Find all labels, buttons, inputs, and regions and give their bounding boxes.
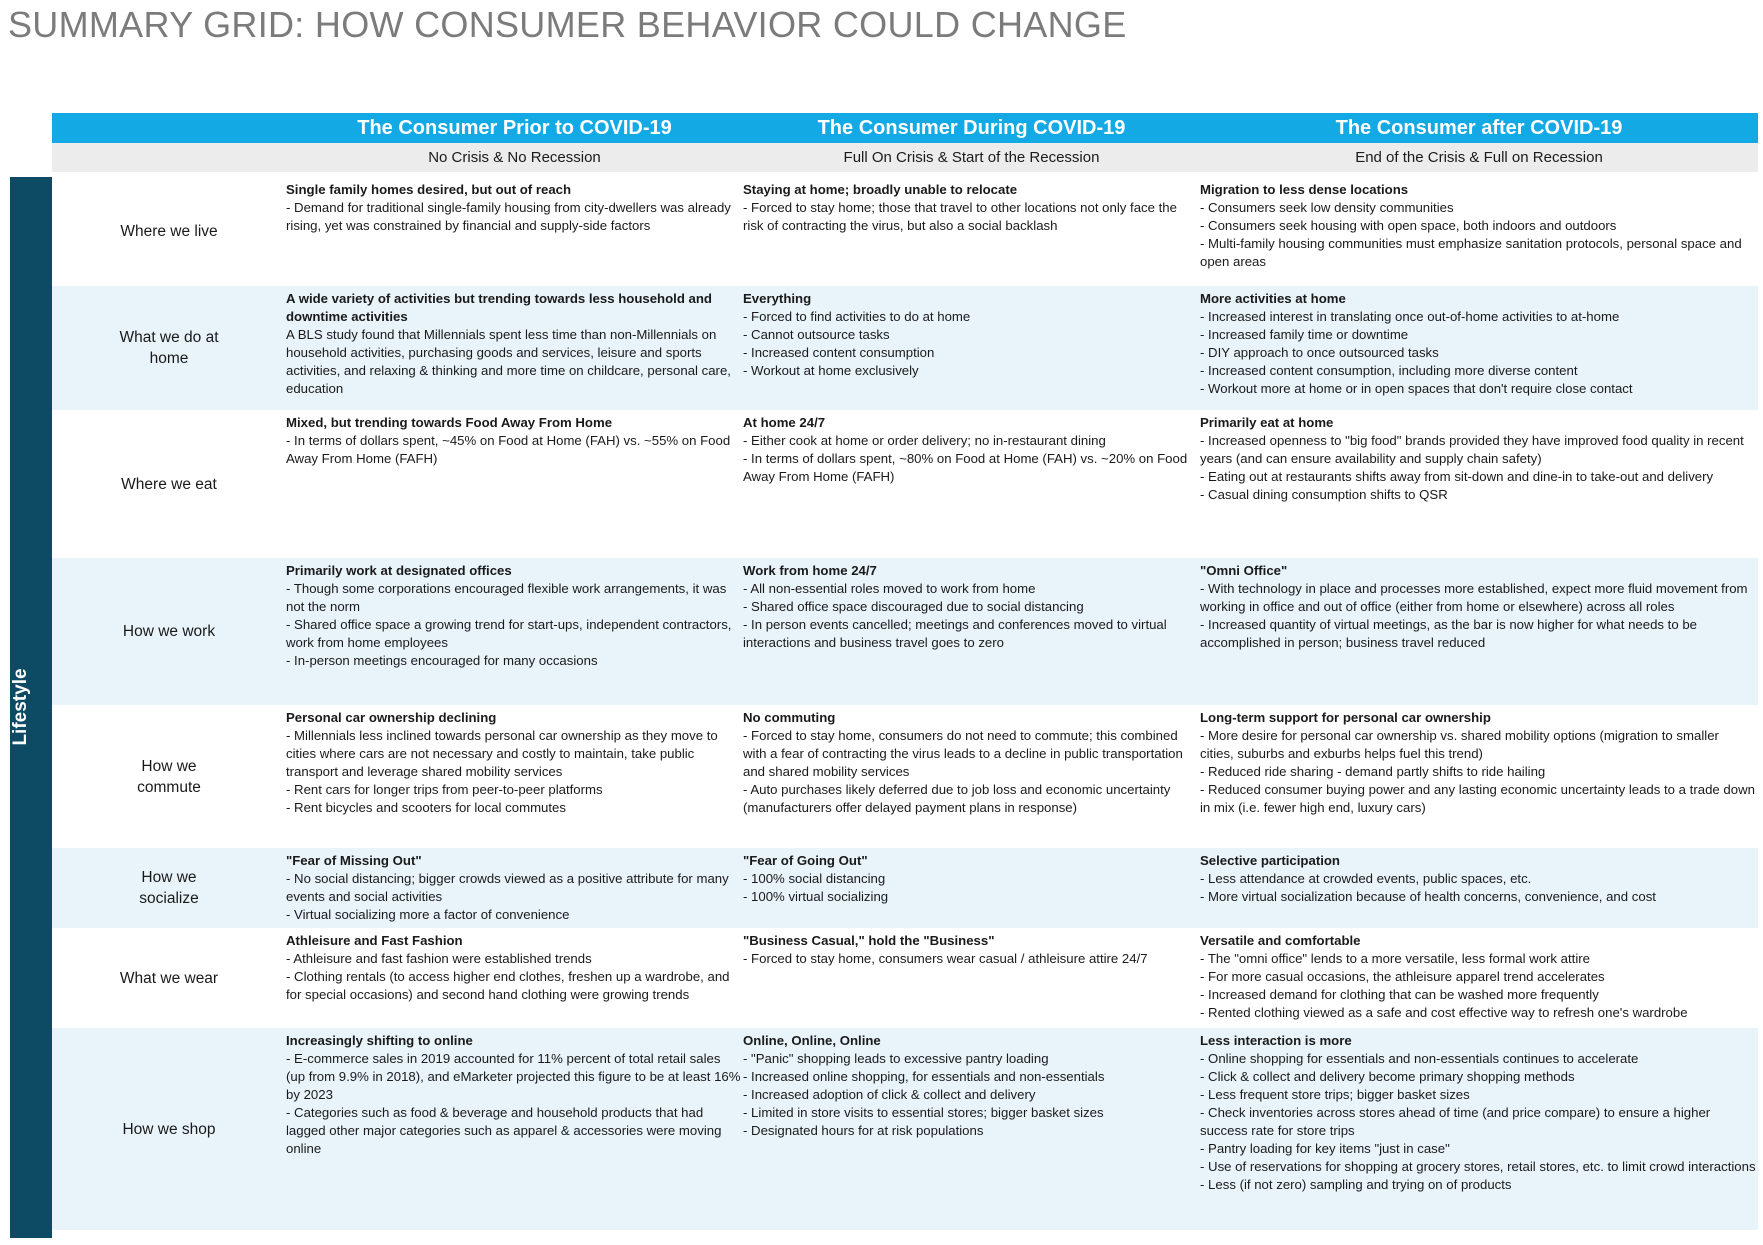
row-category (52, 290, 286, 410)
cell-line: - Eating out at restaurants shifts away from sit-down and dine-in to take-out and delivery (1200, 469, 1714, 484)
row-category-label: Where we live (120, 223, 218, 240)
cell-heading: "Fear of Missing Out" (286, 853, 422, 868)
column-subtitle-prior: No Crisis & No Recession (428, 149, 601, 166)
cell-line: - Limited in store visits to essential stores; bigger basket sizes (743, 1105, 1104, 1120)
cell-heading: A wide variety of activities but trending towards less household and downtime activities (286, 291, 712, 324)
cell-line: - Increased interest in translating once out-of-home activities to at-home (1200, 309, 1620, 324)
row-category-label: How we commute (137, 757, 201, 796)
cell-line: - Workout at home exclusively (743, 363, 919, 378)
cell-line: - Rent cars for longer trips from peer-to-peer platforms (286, 782, 603, 797)
cell-heading: "Business Casual," hold the "Business" (743, 933, 995, 948)
cell-line: - Forced to stay home; those that travel to other locations not only face the risk of contracting the virus, but also a social backlash (743, 200, 1177, 233)
grid-cell (1200, 852, 1758, 928)
cell-heading: Selective participation (1200, 853, 1340, 868)
grid-cell (286, 562, 743, 705)
cell-heading: Primarily work at designated offices (286, 563, 512, 578)
column-header-row (52, 113, 1758, 143)
row-category (52, 181, 286, 286)
cell-line: - The "omni office" lends to a more versatile, less formal work attire (1200, 951, 1590, 966)
subheader-spacer (52, 143, 286, 172)
cell-line: - "Panic" shopping leads to excessive pantry loading (743, 1051, 1049, 1066)
cell-line: - Athleisure and fast fashion were established trends (286, 951, 592, 966)
table-row (52, 410, 1758, 558)
cell-line: - Casual dining consumption shifts to QSR (1200, 487, 1448, 502)
table-row (52, 558, 1758, 705)
cell-line: - Increased quantity of virtual meetings, as the bar is now higher for what needs to be accomplished in person; business travel reduced (1200, 617, 1698, 650)
cell-heading: Personal car ownership declining (286, 710, 497, 725)
cell-line: - In terms of dollars spent, ~45% on Food at Home (FAH) vs. ~55% on Food Away From Home (FAFH) (286, 433, 731, 466)
cell-heading: Long-term support for personal car ownership (1200, 710, 1491, 725)
cell-line: - Increased content consumption (743, 345, 935, 360)
row-category-label: What we do at home (119, 329, 219, 367)
cell-line: - Workout more at home or in open spaces that don't require close contact (1200, 381, 1633, 396)
sidebar-label: Lifestyle (10, 668, 31, 746)
cell-line: - More desire for personal car ownership vs. shared mobility options (migration to smaller cities, suburbs and exburbs helps fuel this trend) (1200, 728, 1719, 761)
grid-cell (1200, 932, 1758, 1028)
cell-heading: "Fear of Going Out" (743, 853, 868, 868)
cell-line: - Rented clothing viewed as a safe and cost effective way to refresh one's wardrobe (1200, 1005, 1688, 1020)
cell-line: - Forced to find activities to do at home (743, 309, 971, 324)
grid-cell (1200, 562, 1758, 705)
cell-heading: Single family homes desired, but out of reach (286, 182, 572, 197)
cell-line: - Forced to stay home, consumers wear casual / athleisure attire 24/7 (743, 951, 1148, 966)
cell-heading: Migration to less dense locations (1200, 182, 1409, 197)
cell-heading: No commuting (743, 710, 836, 725)
cell-line: - E-commerce sales in 2019 accounted for 11% percent of total retail sales (up from 9.9% in 2018), and eMarketer projected this figure to be at least 16% by 2023 (286, 1051, 741, 1102)
column-subtitle-during: Full On Crisis & Start of the Recession (843, 149, 1100, 166)
grid-cell (286, 414, 743, 558)
cell-line: - In terms of dollars spent, ~80% on Food at Home (FAH) vs. ~20% on Food Away From Home (FAFH) (743, 451, 1188, 484)
grid-cell (286, 290, 743, 410)
row-category (52, 932, 286, 1028)
cell-line: - Categories such as food & beverage and household products that had lagged other major categories such as apparel & accessories were moving online (286, 1105, 722, 1156)
cell-line: - Shared office space a growing trend for start-ups, independent contractors, work from home employees (286, 617, 732, 650)
grid-cell (286, 852, 743, 928)
cell-line: - Reduced ride sharing - demand partly shifts to ride hailing (1200, 764, 1546, 779)
table-row (52, 928, 1758, 1028)
column-subtitle-after: End of the Crisis & Full on Recession (1355, 149, 1603, 166)
summary-grid (52, 113, 1758, 1230)
grid-rows (52, 177, 1758, 1230)
cell-heading: Athleisure and Fast Fashion (286, 933, 463, 948)
row-category-label: What we wear (119, 969, 219, 987)
grid-cell (1200, 290, 1758, 410)
cell-line: - Demand for traditional single-family housing from city-dwellers was already rising, yet was constrained by financial and supply-side factors (286, 200, 731, 233)
cell-heading: Staying at home; broadly unable to relocate (743, 182, 1018, 197)
table-row (52, 1028, 1758, 1230)
cell-line: - Though some corporations encouraged flexible work arrangements, it was not the norm (286, 581, 727, 614)
grid-cell (743, 709, 1200, 848)
cell-line: - Increased adoption of click & collect and delivery (743, 1087, 1036, 1102)
row-category-label: How we shop (122, 1120, 216, 1138)
grid-cell (743, 1032, 1200, 1230)
cell-line: - 100% virtual socializing (743, 889, 889, 904)
cell-line: - Increased content consumption, including more diverse content (1200, 363, 1578, 378)
cell-line: - Increased family time or downtime (1200, 327, 1409, 342)
cell-line: - Check inventories across stores ahead of time (and price compare) to ensure a higher success rate for store trips (1200, 1105, 1711, 1138)
cell-line: - Less attendance at crowded events, public spaces, etc. (1200, 871, 1532, 886)
cell-heading: At home 24/7 (743, 415, 826, 430)
table-row (52, 177, 1758, 286)
cell-line: - Less (if not zero) sampling and trying on of products (1200, 1177, 1512, 1192)
grid-cell (743, 562, 1200, 705)
grid-cell (1200, 1032, 1758, 1230)
table-row (52, 705, 1758, 848)
cell-heading: Increasingly shifting to online (286, 1033, 473, 1048)
cell-heading: Less interaction is more (1200, 1033, 1352, 1048)
row-category-label: Where we eat (121, 475, 217, 493)
cell-line: - Increased demand for clothing that can be washed more frequently (1200, 987, 1599, 1002)
grid-cell (286, 709, 743, 848)
cell-line: - No social distancing; bigger crowds viewed as a positive attribute for many events and social activities (286, 871, 729, 904)
cell-line: - Clothing rentals (to access higher end clothes, freshen up a wardrobe, and for special occasions) and second hand clothing were growing trends (286, 969, 730, 1002)
cell-line: - Multi-family housing communities must emphasize sanitation protocols, personal space and open areas (1200, 236, 1742, 269)
cell-line: - Increased online shopping, for essentials and non-essentials (743, 1069, 1105, 1084)
cell-line: - Online shopping for essentials and non-essentials continues to accelerate (1200, 1051, 1639, 1066)
cell-line: A BLS study found that Millennials spent less time than non-Millennials on household activities, purchasing goods and services, leisure and sports activities, and relaxing & thinking and more time on childcare, personal care, education (286, 327, 731, 396)
cell-line: - For more casual occasions, the athleisure apparel trend accelerates (1200, 969, 1605, 984)
row-category (52, 709, 286, 848)
row-category (52, 852, 286, 928)
cell-line: - Click & collect and delivery become primary shopping methods (1200, 1069, 1575, 1084)
cell-line: - Cannot outsource tasks (743, 327, 890, 342)
cell-line: - Increased openness to "big food" brands provided they have improved food quality in recent years (and can ensure availability and supply chain safety) (1200, 433, 1744, 466)
grid-cell (743, 414, 1200, 558)
row-category (52, 1032, 286, 1230)
cell-line: - Virtual socializing more a factor of convenience (286, 907, 570, 922)
row-category-label: How we socialize (139, 869, 199, 907)
cell-line: - Designated hours for at risk populations (743, 1123, 984, 1138)
cell-line: - Less frequent store trips; bigger basket sizes (1200, 1087, 1470, 1102)
column-title-after: The Consumer after COVID-19 (1335, 117, 1623, 139)
row-category-label: How we work (122, 623, 216, 640)
cell-line: - Pantry loading for key items "just in case" (1200, 1141, 1450, 1156)
table-row (52, 286, 1758, 410)
cell-line: - With technology in place and processes more established, expect more fluid movement from working in office and out of office (either from home or elsewhere) across all roles (1200, 581, 1748, 614)
grid-cell (286, 181, 743, 286)
grid-cell (1200, 414, 1758, 558)
cell-heading: Mixed, but trending towards Food Away From Home (286, 415, 613, 430)
cell-heading: "Omni Office" (1200, 563, 1288, 578)
cell-heading: Primarily eat at home (1200, 415, 1334, 430)
cell-line: - Consumers seek housing with open space, both indoors and outdoors (1200, 218, 1617, 233)
cell-line: - In-person meetings encouraged for many occasions (286, 653, 598, 668)
column-subheader-row (52, 143, 1758, 172)
grid-cell (743, 932, 1200, 1028)
grid-cell (286, 932, 743, 1028)
column-title-prior: The Consumer Prior to COVID-19 (357, 117, 672, 139)
cell-line: - Forced to stay home, consumers do not need to commute; this combined with a fear of contracting the virus leads to a decline in public transportation and shared mobility services (743, 728, 1183, 779)
grid-cell (743, 290, 1200, 410)
cell-heading: Versatile and comfortable (1200, 933, 1361, 948)
cell-line: - DIY approach to once outsourced tasks (1200, 345, 1439, 360)
row-category (52, 414, 286, 558)
cell-heading: More activities at home (1200, 291, 1346, 306)
cell-line: - Millennials less inclined towards personal car ownership as they move to cities where cars are not necessary and costly to maintain, take public transport and leverage shared mobility services (286, 728, 718, 779)
cell-line: - Use of reservations for shopping at grocery stores, retail stores, etc. to limit crowd interactions (1200, 1159, 1756, 1174)
cell-line: - Shared office space discouraged due to social distancing (743, 599, 1084, 614)
cell-line: - In person events cancelled; meetings and conferences moved to virtual interactions and business travel goes to zero (743, 617, 1167, 650)
cell-line: - Auto purchases likely deferred due to job loss and economic uncertainty (manufacturers offer delayed payment plans in response) (743, 782, 1171, 815)
cell-heading: Work from home 24/7 (743, 563, 877, 578)
grid-cell (743, 852, 1200, 928)
cell-line: - Consumers seek low density communities (1200, 200, 1454, 215)
header-spacer (52, 113, 286, 143)
table-row (52, 848, 1758, 928)
column-title-during: The Consumer During COVID-19 (817, 117, 1126, 139)
cell-heading: Everything (743, 291, 812, 306)
grid-cell (743, 181, 1200, 286)
grid-cell (1200, 709, 1758, 848)
cell-line: - Rent bicycles and scooters for local commutes (286, 800, 566, 815)
cell-line: - Either cook at home or order delivery; no in-restaurant dining (743, 433, 1106, 448)
row-category (52, 562, 286, 705)
cell-line: - 100% social distancing (743, 871, 886, 886)
page-title: SUMMARY GRID: HOW CONSUMER BEHAVIOR COULD CHANGE (8, 4, 1127, 45)
grid-cell (1200, 181, 1758, 286)
cell-heading: Online, Online, Online (743, 1033, 881, 1048)
cell-line: - All non-essential roles moved to work from home (743, 581, 1036, 596)
grid-cell (286, 1032, 743, 1230)
cell-line: - Reduced consumer buying power and any lasting economic uncertainty leads to a trade down in mix (i.e. fewer high end, luxury cars) (1200, 782, 1755, 815)
cell-line: - More virtual socialization because of health concerns, convenience, and cost (1200, 889, 1656, 904)
